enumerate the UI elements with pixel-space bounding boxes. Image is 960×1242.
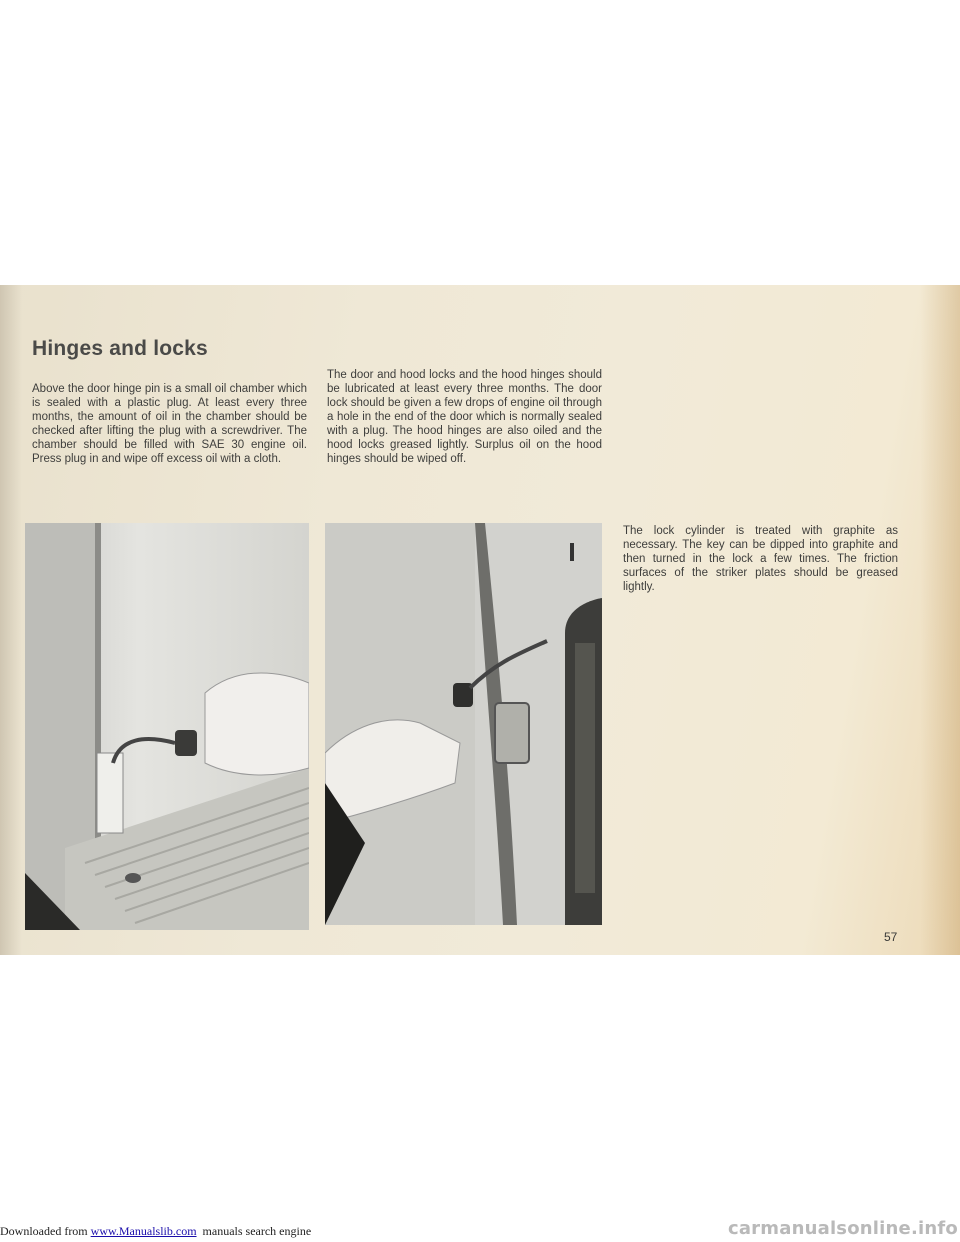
door-lock-oiling-photo: [325, 523, 602, 925]
manual-page: [0, 285, 960, 955]
download-footer: [0, 1224, 311, 1242]
footer-suffix: manuals search engine: [196, 1224, 312, 1238]
page-heading: Hinges and locks: [32, 337, 208, 360]
hinge-oil-paragraph: Above the door hinge pin is a small oil chamber which is sealed with a plastic plug. At least every three months, the amount of oil in the chamber should be checked after lifting the plug with a screwdriver. The chamber should be filled with SAE 30 engine oil. Press plug in and wipe off excess oil with a cloth.: [32, 383, 307, 465]
lock-lubrication-paragraph: The door and hood locks and the hood hinges should be lubricated at least every three months. The door lock should be given a few drops of engine oil through a hole in the end of the door which is normally sealed with a plug. The hood hinges are also oiled and the hood locks greased lightly. Surplus oil on the hood hinges should be wiped off.: [327, 369, 602, 465]
footer-prefix: Downloaded from: [0, 1224, 91, 1238]
site-watermark: carmanualsonline.info: [727, 1218, 958, 1239]
lock-cylinder-paragraph: The lock cylinder is treated with graphite as necessary. The key can be dipped into graphite and then turned in the lock a few times. The friction surfaces of the striker plates should be greased lightly.: [623, 525, 898, 593]
page-number: 57: [884, 930, 898, 944]
manualslib-link[interactable]: www.Manualslib.com: [90, 1224, 197, 1238]
door-hinge-oiling-photo: [25, 523, 309, 930]
